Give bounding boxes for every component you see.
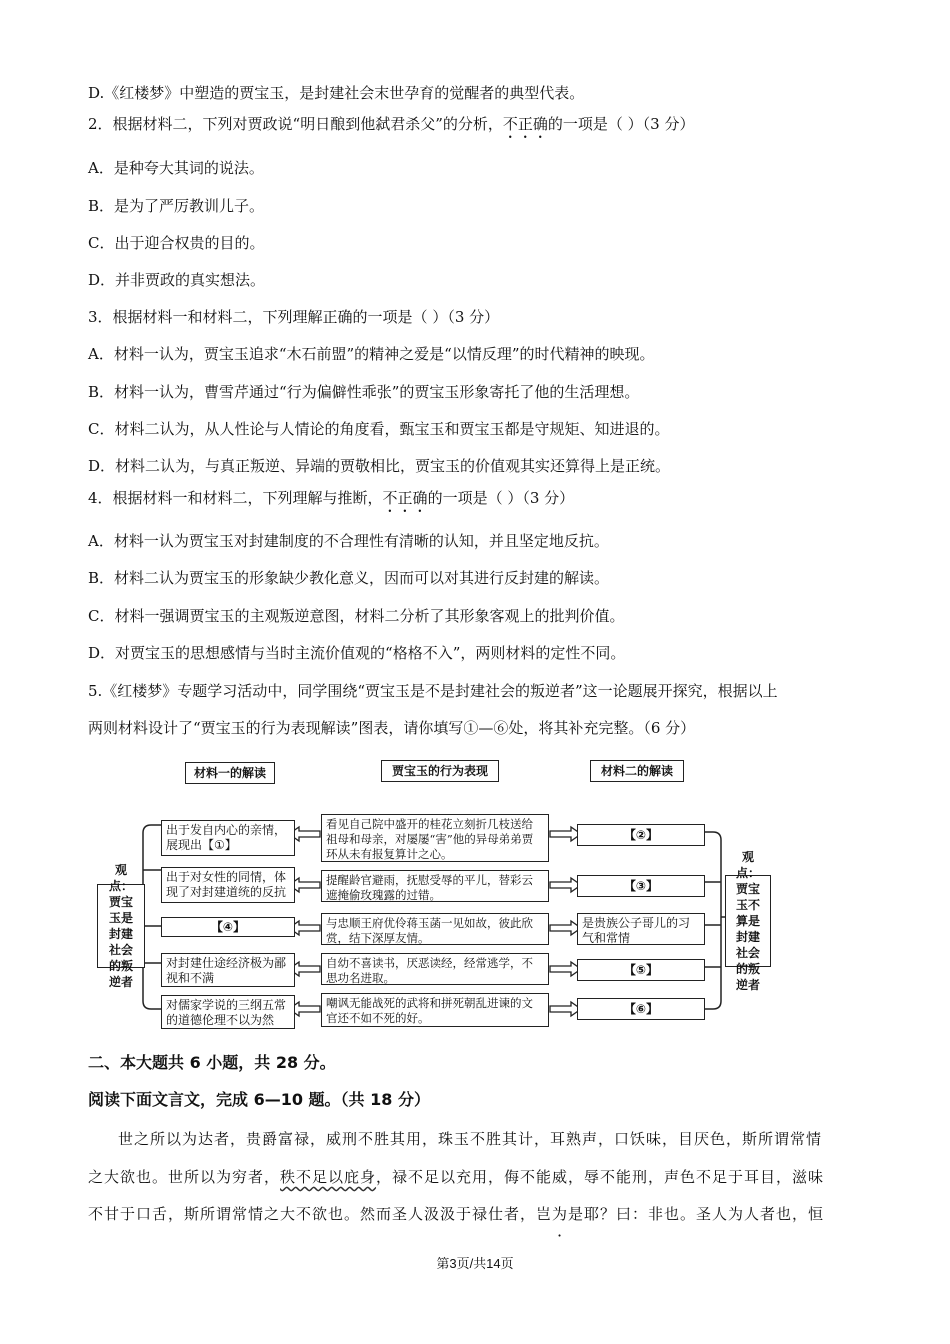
q2-stem-text: 2．根据材料二，下列对贾政说“明日酿到他弑君杀父”的分析， [88, 115, 503, 133]
q2-stem [88, 114, 695, 142]
q2-option-c: C．出于迎合权贵的目的。 [88, 234, 265, 252]
row5-right: 【⑥】 [577, 998, 705, 1020]
header-behavior: 贾宝玉的行为表现 [381, 760, 499, 782]
q4-stem [88, 488, 574, 516]
q3-option-b: B．材料一认为，曹雪芹通过“行为偏僻性乖张”的贾宝玉形象寄托了他的生活理想。 [88, 383, 640, 401]
q3-option-c: C．材料二认为，从人性论与人情论的角度看，甄宝玉和贾宝玉都是守规矩、知进退的。 [88, 420, 670, 438]
row1-right: 【②】 [577, 824, 705, 846]
q2-emphasis: 不正确 [502, 115, 548, 133]
header-material-one: 材料一的解读 [185, 762, 275, 784]
passage-line-3-b: 是耶？曰：非也。圣人为人者也，恒 [568, 1205, 825, 1223]
passage-underlined-phrase: 秩不足以庇身 [280, 1168, 377, 1186]
passage-line-2-a: 之大欲也。世所以为穷者， [88, 1168, 281, 1186]
q4-emphasis: 不正确 [382, 489, 428, 507]
q3-stem: 3．根据材料一和材料二，下列理解正确的一项是（ ）（3 分） [88, 308, 500, 326]
passage-line-3 [88, 1195, 858, 1233]
q4-stem-tail: 的一项是（ ）（3 分） [427, 489, 575, 507]
row1-left: 出于发自内心的亲情，展现出【①】 [161, 820, 295, 856]
row3-left: 【④】 [161, 917, 295, 937]
q4-option-a: A．材料一认为贾宝玉对封建制度的不合理性有清晰的认知，并且坚定地反抗。 [88, 532, 609, 550]
q4-option-c: C．材料一强调贾宝玉的主观叛逆意图，材料二分析了其形象客观上的批判价值。 [88, 607, 625, 625]
passage-line-3-a: 不甘于口舌，斯所谓常情之大不欲也。然而圣人汲汲于禄仕者，岂 [88, 1205, 553, 1223]
passage-line-2-b: ，禄不足以充用，侮不能威，辱不能刑，声色不足于耳目，滋味 [376, 1168, 825, 1186]
row4-left: 对封建仕途经济极为鄙视和不满 [161, 953, 295, 987]
q5-stem-line1: 5.《红楼梦》专题学习活动中，同学围绕“贾宝玉是不是封建社会的叛逆者”这一论题展开探究，根据以上 [88, 682, 778, 700]
row2-behavior: 提醒龄官避雨，抚慰受辱的平儿，替彩云遮掩偷玫瑰露的过错。 [321, 870, 549, 902]
row5-left: 对儒家学说的三纲五常的道德伦理不以为然 [161, 995, 295, 1029]
section-title: 二、本大题共 6 小题，共 28 分。 [88, 1053, 336, 1072]
q3-option-a: A．材料一认为，贾宝玉追求“木石前盟”的精神之爱是“以情反理”的时代精神的映现。 [88, 345, 655, 363]
behavior-interpretation-diagram [93, 757, 869, 1037]
row4-behavior: 自幼不喜读书，厌恶读经，经常逃学，不思功名进取。 [321, 953, 549, 985]
passage-dotted-char: 为 [552, 1205, 569, 1223]
row3-behavior: 与忠顺王府优伶蒋玉菡一见如故，彼此欣赏，结下深厚友情。 [321, 913, 549, 945]
q3-option-d: D．材料二认为，与真正叛逆、异端的贾敬相比，贾宝玉的价值观其实还算得上是正统。 [88, 457, 671, 475]
row5-behavior: 嘲讽无能战死的武将和拼死朝乱进谏的文官还不如不死的好。 [321, 993, 549, 1027]
passage-line-2 [88, 1158, 858, 1196]
q4-option-b: B．材料二认为贾宝玉的形象缺少教化意义，因而可以对其进行反封建的解读。 [88, 569, 610, 587]
header-material-two: 材料二的解读 [590, 760, 684, 782]
q2-option-a: A．是种夸大其词的说法。 [88, 159, 264, 177]
row2-left: 出于对女性的同情，体现了对封建道统的反抗 [161, 867, 295, 903]
q5-stem-line2: 两则材料设计了“贾宝玉的行为表现解读”图表，请你填写①—⑥处，将其补充完整。（6 分） [88, 719, 696, 737]
passage-line-1: 世之所以为达者，贵爵富禄，威刑不胜其用，珠玉不胜其计，耳熟声，口饫味，目厌色，斯所谓常情 [118, 1130, 823, 1148]
q4-option-d: D．对贾宝玉的思想感情与当时主流价值观的“格格不入”，两则材料的定性不同。 [88, 644, 626, 662]
q1-option-d: D.《红楼梦》中塑造的贾宝玉，是封建社会末世孕育的觉醒者的典型代表。 [88, 84, 585, 102]
section-subtitle: 阅读下面文言文，完成 6—10 题。（共 18 分） [88, 1090, 430, 1109]
q2-stem-tail: 的一项是（ ）（3 分） [547, 115, 695, 133]
q2-option-b: B．是为了严厉教训儿子。 [88, 197, 265, 215]
q2-option-d: D．并非贾政的真实想法。 [88, 271, 266, 289]
viewpoint-left: 观点：贾宝玉是封建社会的叛逆者 [97, 884, 145, 968]
row3-right: 是贵族公子哥儿的习气和常情 [577, 913, 705, 945]
row1-behavior: 看见自己院中盛开的桂花立刻折几枝送给祖母和母亲，对屡屡“害”他的异母弟弟贾环从未有报复算计之心。 [321, 814, 549, 862]
viewpoint-right: 观点：贾宝玉不算是封建社会的叛逆者 [725, 875, 771, 967]
page-footer: 第3页/共14页 [436, 1256, 514, 1271]
row4-right: 【⑤】 [577, 959, 705, 981]
row2-right: 【③】 [577, 875, 705, 897]
q4-stem-text: 4．根据材料一和材料二，下列理解与推断， [88, 489, 383, 507]
